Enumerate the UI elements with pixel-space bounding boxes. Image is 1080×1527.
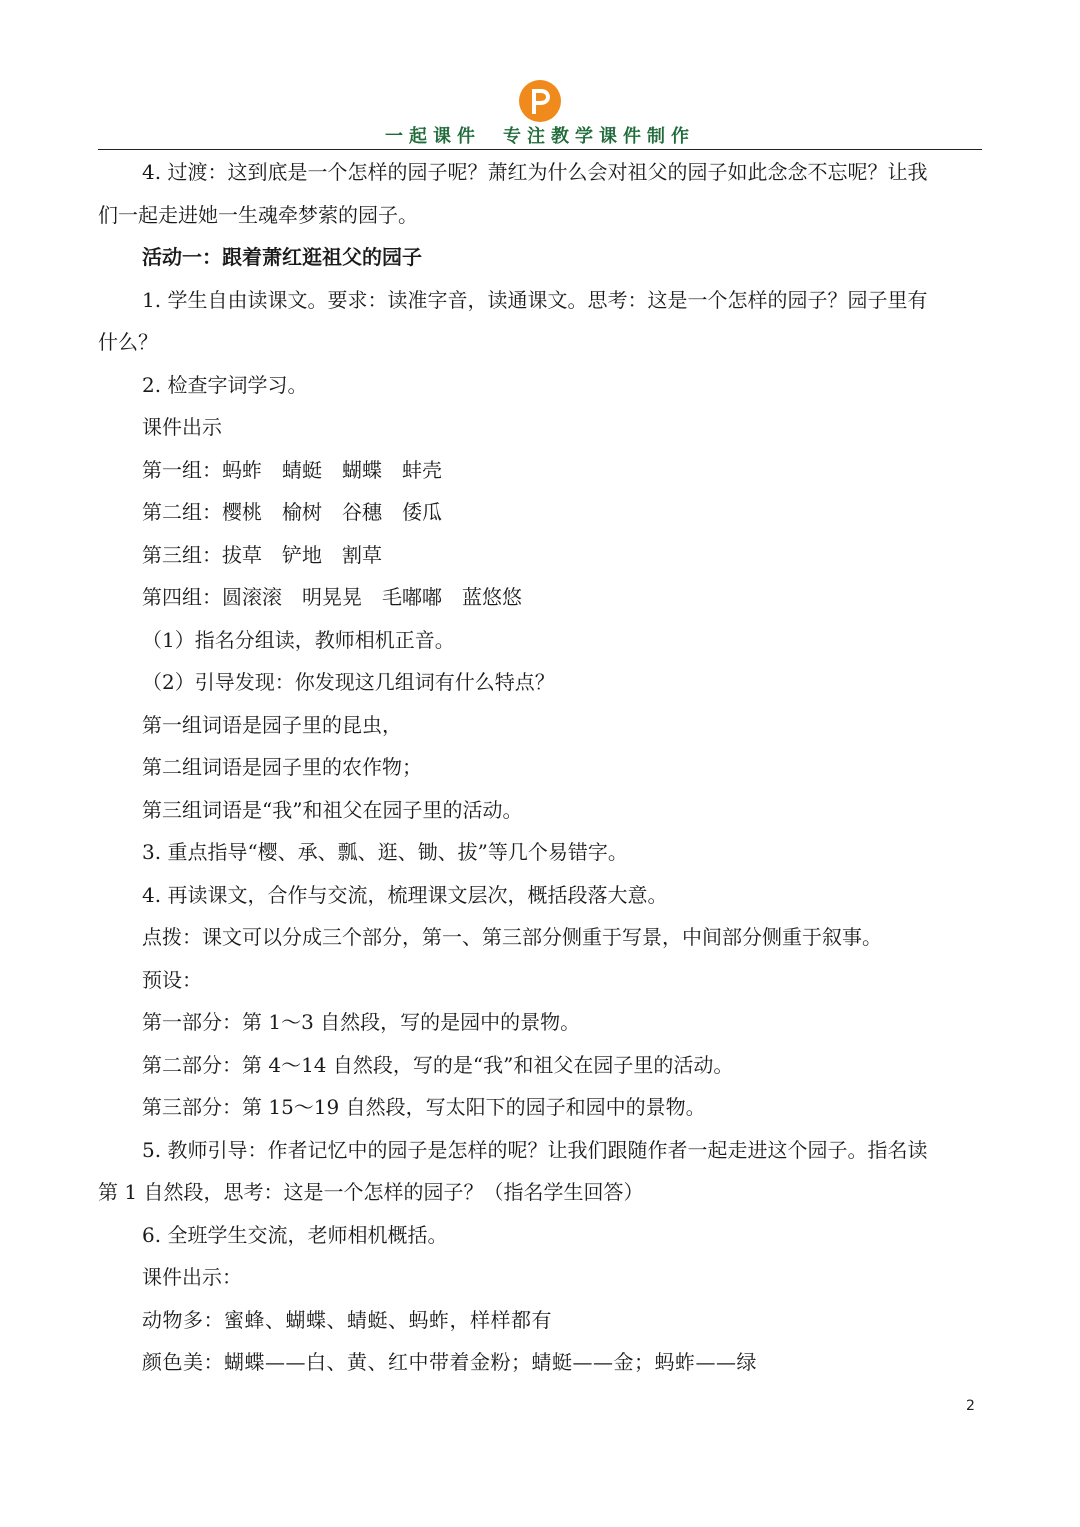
word-group-line: 第二组：樱桃 榆树 谷穗 倭瓜 xyxy=(142,500,442,524)
paragraph-line: 第二组词语是园子里的农作物； xyxy=(142,755,422,779)
paragraph-line: 课件出示 xyxy=(142,415,222,439)
document-body xyxy=(98,151,982,1384)
paragraph-line: 4. 过渡：这到底是一个怎样的园子呢？萧红为什么会对祖父的园子如此念念不忘呢？让我 xyxy=(142,160,928,184)
logo-p-glyph xyxy=(527,86,553,116)
paragraph-line: 们一起走进她一生魂牵梦萦的园子。 xyxy=(98,202,418,227)
paragraph-line: 颜色美：蝴蝶——白、黄、红中带着金粉；蜻蜓——金；蚂蚱——绿 xyxy=(142,1350,757,1374)
paragraph-line: （2）引导发现：你发现这几组词有什么特点？ xyxy=(142,670,555,694)
word-group-line: 第三组：拔草 铲地 割草 xyxy=(142,542,382,567)
paragraph-line: 1. 学生自由读课文。要求：读准字音，读通课文。思考：这是一个怎样的园子？园子里有 xyxy=(142,287,928,312)
paragraph-line: 课件出示： xyxy=(142,1265,242,1289)
paragraph-line: 第 1 自然段，思考：这是一个怎样的园子？（指名学生回答） xyxy=(98,1180,644,1204)
word-group-line: 第一组：蚂蚱 蜻蜓 蝴蝶 蚌壳 xyxy=(142,457,442,482)
paragraph-line: 第三组词语是“我”和祖父在园子里的活动。 xyxy=(142,797,523,822)
paragraph-line: 5. 教师引导：作者记忆中的园子是怎样的呢？让我们跟随作者一起走进这个园子。指名读 xyxy=(142,1137,928,1162)
tagline-slogan: 专注教学课件制作 xyxy=(503,126,695,147)
logo-icon xyxy=(519,80,561,122)
section-heading: 活动一：跟着萧红逛祖父的园子 xyxy=(142,245,422,269)
paragraph-line: 6. 全班学生交流，老师相机概括。 xyxy=(142,1222,448,1247)
paragraph-line: 第二部分：第 4～14 自然段，写的是“我”和祖父在园子里的活动。 xyxy=(142,1052,734,1077)
paragraph-line: 动物多：蜜蜂、蝴蝶、蜻蜓、蚂蚱，样样都有 xyxy=(142,1307,552,1332)
paragraph-line: 预设： xyxy=(142,967,202,992)
page-number: 2 xyxy=(966,1398,975,1414)
paragraph-line: 第一部分：第 1～3 自然段，写的是园中的景物。 xyxy=(142,1010,581,1034)
paragraph-line: 2. 检查字词学习。 xyxy=(142,372,308,397)
paragraph-line: 第一组词语是园子里的昆虫， xyxy=(142,712,402,737)
header-divider xyxy=(98,149,982,150)
word-group-line: 第四组：圆滚滚 明晃晃 毛嘟嘟 蓝悠悠 xyxy=(142,585,522,609)
paragraph-line: 第三部分：第 15～19 自然段，写太阳下的园子和园中的景物。 xyxy=(142,1095,706,1119)
tagline-brand: 一起课件 xyxy=(385,126,481,147)
paragraph-line: （1）指名分组读，教师相机正音。 xyxy=(142,627,455,652)
paragraph-line: 点拨：课文可以分成三个部分，第一、第三部分侧重于写景，中间部分侧重于叙事。 xyxy=(142,925,882,949)
page-header xyxy=(0,0,1080,152)
header-tagline xyxy=(0,122,1080,148)
paragraph-line: 3. 重点指导“樱、承、瓢、逛、锄、拔”等几个易错字。 xyxy=(142,840,628,864)
paragraph-line: 什么？ xyxy=(98,330,158,354)
paragraph-line: 4. 再读课文，合作与交流，梳理课文层次，概括段落大意。 xyxy=(142,882,668,907)
